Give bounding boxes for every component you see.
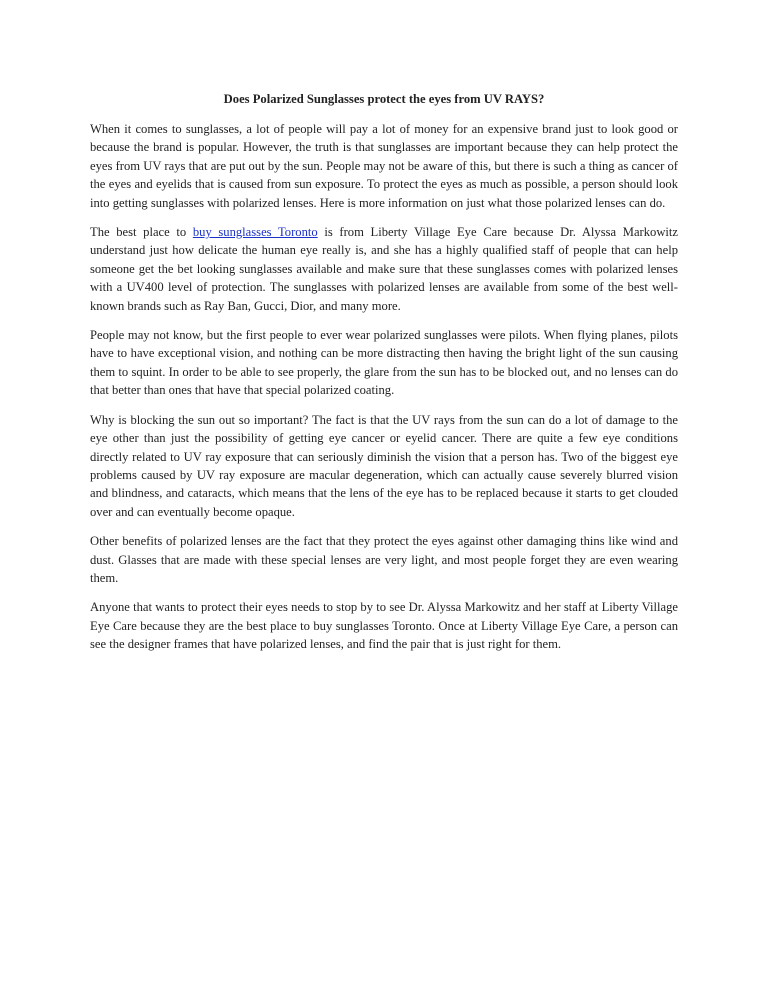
paragraph-other-benefits: Other benefits of polarized lenses are the fact that they protect the eyes against other damaging thins like wind and dust. Glasses that are made with these special lenses are very light, and most people forget they are even wearing them. (90, 534, 678, 585)
paragraph-best-place-rest: is from Liberty Village Eye Care because Dr. Alyssa Markowitz understand just how delicate the human eye really is, and she has a highly qualified staff of people that can help someone get the bet looking sunglasses available and make sure that these sunglasses comes with polarized lenses with a UV400 level of protection. The sunglasses with polarized lenses are available from some of the best well-known brands such as Ray Ban, Gucci, Dior, and many more. (90, 225, 679, 313)
paragraph-uv-damage: Why is blocking the sun out so important? The fact is that the UV rays from the sun can do a lot of damage to the eye other than just the possibility of getting eye cancer or eyelid cancer. There are quite a few eye conditions directly related to UV ray exposure that can seriously diminish the vision that a person has. Two of the biggest eye problems caused by UV ray exposure are macular degeneration, which can actually cause severely blurred vision and blindness, and cataracts, which means that the lens of the eye has to be replaced because it starts to get clouded over and can eventually become opaque. (90, 412, 678, 519)
paragraph-pilots: People may not know, but the first people to ever wear polarized sunglasses were pilots. When flying planes, pilots have to have exceptional vision, and nothing can be more distracting then having the bright light of the sun causing them to squint. In order to be able to see properly, the glare from the sun has to be blocked out, and no lenses can do that better than ones that have that special polarized coating. (90, 328, 678, 398)
paragraph-best-place (90, 223, 678, 315)
document-body (90, 90, 678, 665)
buy-sunglasses-toronto-link[interactable]: buy sunglasses Toronto (192, 225, 318, 240)
paragraph-conclusion: Anyone that wants to protect their eyes needs to stop by to see Dr. Alyssa Markowitz and her staff at Liberty Village Eye Care because they are the best place to buy sunglasses Toronto. Once at Liberty Village Eye Care, a person can see the designer frames that have polarized lenses, and find the pair that is just right for them. (90, 600, 678, 652)
paragraph-intro: When it comes to sunglasses, a lot of people will pay a lot of money for an expensive brand just to look good or because the brand is popular. However, the truth is that sunglasses are important because they can help protect the eyes from UV rays that are put out by the sun. People may not be aware of this, but there is such a thing as cancer of the eyes and eyelids that is caused from sun exposure. To protect the eyes as much as possible, a person should look into getting sunglasses with polarized lenses. Here is more information on just what those polarized lenses can do. (90, 122, 678, 210)
paragraph-best-place-lead: The best place to (90, 225, 193, 240)
document-title: Does Polarized Sunglasses protect the eyes from UV RAYS? (223, 92, 545, 106)
